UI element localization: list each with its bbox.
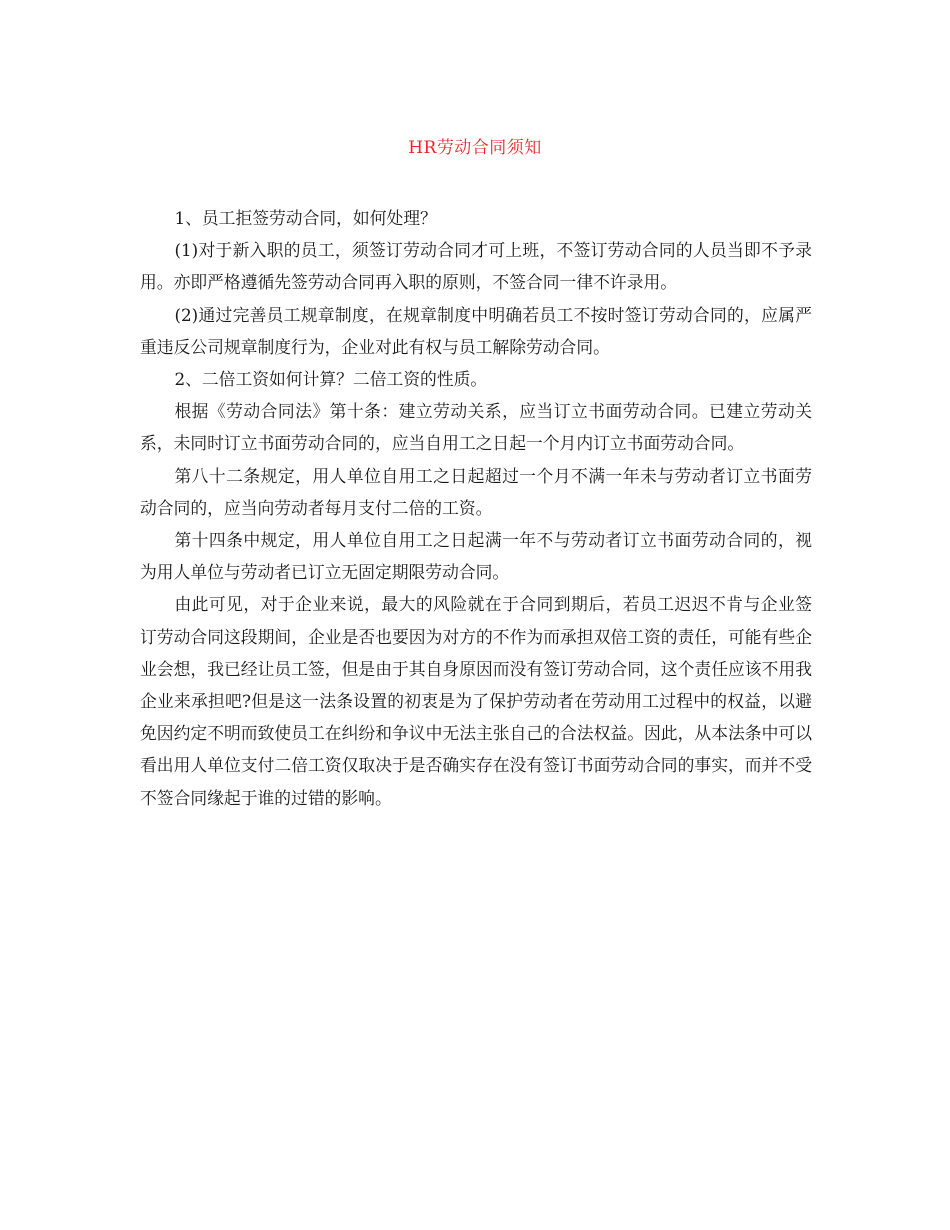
document-body [140, 202, 812, 814]
answer-1-point-2: (2)通过完善员工规章制度，在规章制度中明确若员工不按时签订劳动合同的，应属严重违反公司规章制度行为，企业对此有权与员工解除劳动合同。 [140, 304, 812, 357]
conclusion-paragraph: 由此可见，对于企业来说，最大的风险就在于合同到期后，若员工迟迟不肯与企业签订劳动合同这段期间，企业是否也要因为对方的不作为而承担双倍工资的责任，可能有些企业会想，我已经让员工签，但是由于其自身原因而没有签订劳动合同，这个责任应该不用我企业来承担吧?但是这一法条设置的初衷是为了保护劳动者在劳动用工过程中的权益，以避免因约定不明而致使员工在纠纷和争议中无法主张自己的合法权益。因此，从本法条中可以看出用人单位支付二倍工资仅取决于是否确实存在没有签订书面劳动合同的事实，而并不受不签合同缘起于谁的过错的影响。 [140, 594, 812, 808]
law-article-14-paragraph: 第十四条中规定，用人单位自用工之日起满一年不与劳动者订立书面劳动合同的，视为用人单位与劳动者已订立无固定期限劳动合同。 [140, 530, 812, 583]
law-article-82-paragraph: 第八十二条规定，用人单位自用工之日起超过一个月不满一年未与劳动者订立书面劳动合同的，应当向劳动者每月支付二倍的工资。 [140, 465, 812, 518]
question-2-heading: 2、二倍工资如何计算？二倍工资的性质。 [174, 369, 488, 390]
document-title: HR劳动合同须知 [408, 138, 542, 158]
answer-1-point-1: (1)对于新入职的员工，须签订劳动合同才可上班，不签订劳动合同的人员当即不予录用。亦即严格遵循先签劳动合同再入职的原则，不签合同一律不许录用。 [140, 240, 812, 293]
law-article-10-paragraph: 根据《劳动合同法》第十条：建立劳动关系，应当订立书面劳动合同。已建立劳动关系，未同时订立书面劳动合同的，应当自用工之日起一个月内订立书面劳动合同。 [140, 401, 812, 454]
question-1-heading: 1、员工拒签劳动合同，如何处理？ [174, 208, 437, 228]
